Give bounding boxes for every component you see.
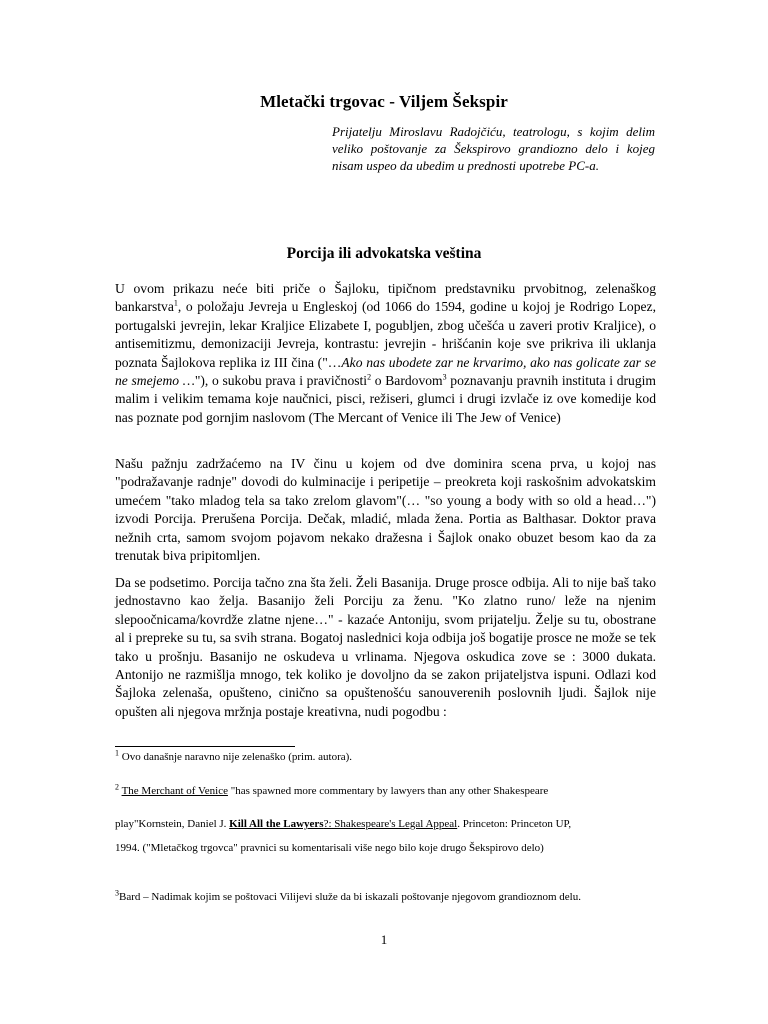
dedication: Prijatelju Miroslavu Radojčiću, teatrologu, s kojim delim veliko poštovanje za Šekspirovo grandiozno delo i kojeg nisam uspeo da ubedim u prednosti upotrebe PC-a. [332, 124, 655, 174]
paragraph-1: U ovom prikazu neće biti priče o Šajloku, tipičnom predstavniku prvobitnog, zelenaškog bankarstva$^1$, o položaju Jevreja u Engleskoj (od 1066 do 1594, godine u kojoj je Rodrigo Lopez, portugalski jevrejin, lekar Kraljice Elizabete I, pogubljen, zbog učešća u zaveri protiv Kraljice), o antisemitizmu, demonizaciji Jevreja, kontrastu: jevrejin - hrišćanin koje sve prikriva ili uklanja poznata Šajlokova replika iz III čina ("…Ako nas ubodete zar ne krvarimo, ako nas golicate zar se ne smejemo …"), o sukobu prava i pravičnosti$^2$ o Bardovom$^3$ poznavanju pravnih instituta i drugim malim i velikim temama koje naučnici, pisci, režiseri, glumci i drugi izvlače iz ove komedije kod nas poznate pod gornjim naslovom (The Mercant of Venice ili The Jew of Venice) [115, 281, 657, 425]
shylock-quote: Ako nas ubodete zar ne krvarimo, ako nas golicate zar se ne smejemo … [115, 354, 656, 389]
footnote-2-line-3: 1994. ("Mletačkog trgovca" pravnici su komentarisali više nego bilo koje drugo Šekspirovo delo) [115, 842, 544, 854]
footnote-3: $^3$Bard – Nadimak kojim se poštovaci Vilijevi služe da bi iskazali poštovanje njegovom grandioznom delu. [115, 888, 581, 903]
footnote-ref-2[interactable]: 2 [367, 372, 372, 382]
page-number: 1 [380, 932, 388, 947]
footnote-2: $^2$ The Merchant of Venice "has spawned more commentary by lawyers than any other Shakespeare [115, 782, 549, 797]
kill-all-the-lawyers-link[interactable]: Kill All the Lawyers [229, 818, 324, 830]
footnote-1: $^1$ Ovo današnje naravno nije zelenaško (prim. autora). [115, 748, 353, 763]
section-heading: Porcija ili advokatska veština [286, 245, 482, 262]
footnote-2-line-2: play"Kornstein, Daniel J. Kill All the Lawyers?: Shakespeare's Legal Appeal. Princeton: Princeton UP, [115, 818, 572, 830]
footnote-separator [115, 746, 295, 747]
paragraph-3: Da se podsetimo. Porcija tačno zna šta želi. Želi Basanija. Druge prosce odbija. Ali to nije baš tako jednostavno kao želja. Basanijo želi Porciju za ženu. "Ko zlatno runo/ leže na njenim slepoočnicama/kovrdže zlatne njene…" - kazaće Antoniju, svom prijatelju. Želje su tu, obostrane al i prepreke su tu, sa svih strana. Bogatoj naslednici koja odbija još bogatije prosce ne može se tek tako u prošnju. Basanijo ne oskudeva u vrlinama. Njegova oskudica zove se : 3000 dukata. Antonijo ne razmišlja mnogo, tek koliko je dovoljno da se zakon prijateljstva ispuni. Odlazi kod Šajloka zelenaša, opušteno, cinično sa opuštenošću sanouverenih poslovnih ljudi. Šajlok nije opušten ali njegova mržnja postaje kreativna, nudi pogodbu : [115, 575, 656, 719]
document-title: Mletački trgovac - Viljem Šekspir [260, 92, 508, 111]
merchant-of-venice-link[interactable]: The Merchant of Venice [121, 785, 228, 797]
footnote-ref-1[interactable]: 1 [173, 298, 178, 308]
paragraph-2: Našu pažnju zadržaćemo na IV činu u kojem od dve dominira scena prva, u kojoj nas "podražavanje radnje" dovodi do kulminacije i peripetije – preokreta koji raskošnim advokatskim umećem "tako mladog tela sa tako zrelom glavom"(… "so young a body with so old a head…") izvodi Porcija. Prerušena Porcija. Dečak, mladić, mlada žena. Portia as Balthasar. Doktor prava nežnih crta, samom svojom pojavom nekako dražesna i Šajlok onako obuzet besom kao da za trenutak biva pripitomljen. [115, 456, 656, 564]
footnote-ref-3[interactable]: 3 [442, 372, 447, 382]
